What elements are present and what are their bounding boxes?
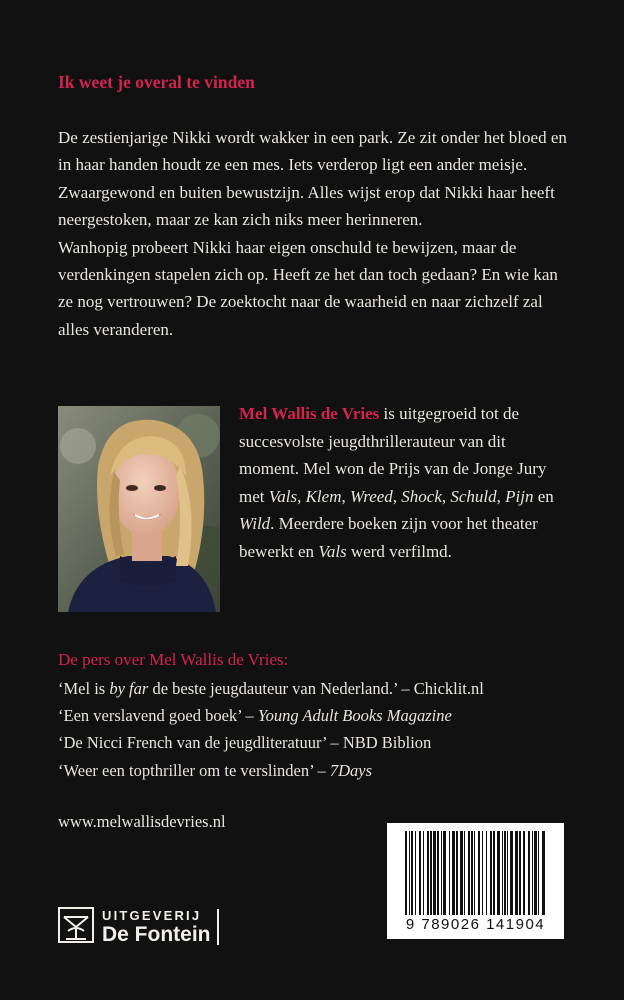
publisher-divider xyxy=(217,909,219,945)
author-bio xyxy=(239,400,569,566)
barcode-bar xyxy=(423,831,424,915)
blurb-paragraph-1: De zestienjarige Nikki wordt wakker in een park. Ze zit onder het bloed en in haar handen houdt ze een mes. Iets verderop ligt een ander meisje. Zwaargewond en buiten bewustzijn. Alles wijst erop dat Nikki haar heeft neergestoken, maar ze kan zich niks meer herinneren. xyxy=(58,128,567,230)
barcode-bar xyxy=(486,831,487,915)
quote-source: 7Days xyxy=(329,760,373,780)
press-quotes xyxy=(58,675,484,784)
barcode-bar xyxy=(507,831,508,915)
author-photo xyxy=(58,406,220,612)
barcode-bar xyxy=(532,831,533,915)
isbn-digits: 9 789026 141904 xyxy=(405,916,546,933)
quote-source: Young Adult Books Magazine xyxy=(257,706,452,726)
barcode-bar xyxy=(502,831,503,915)
fountain-logo-icon xyxy=(58,907,94,948)
bio-separator: , xyxy=(496,486,506,506)
bio-separator: , xyxy=(392,486,402,506)
barcode-bar xyxy=(474,831,475,915)
press-quote xyxy=(58,729,484,756)
barcode-bar xyxy=(538,831,539,915)
isbn-barcode xyxy=(387,823,564,939)
bio-text: . Meerdere boeken zijn voor het theater bewerkt en xyxy=(239,514,538,561)
bio-separator: , xyxy=(297,486,306,506)
barcode-bar xyxy=(460,831,463,915)
book-title: Pijn xyxy=(505,486,534,506)
press-quote xyxy=(58,757,484,784)
press-heading: De pers over Mel Wallis de Vries: xyxy=(58,650,289,669)
barcode-bar xyxy=(504,831,506,915)
book-title: Wreed xyxy=(349,486,393,506)
book-title: Vals xyxy=(268,486,298,506)
barcode-bar xyxy=(497,831,500,915)
press-quote xyxy=(58,702,484,729)
barcode-bar xyxy=(471,831,473,915)
barcode-bar xyxy=(523,831,525,915)
barcode-bar xyxy=(456,831,458,915)
quote-text: de beste jeugdauteur van Nederland.’ – Chicklit.nl xyxy=(148,679,484,698)
barcode-bar xyxy=(542,831,545,915)
barcode-bar xyxy=(534,831,537,915)
bio-separator: , xyxy=(441,486,451,506)
barcode-bar xyxy=(409,831,410,915)
barcode-bar xyxy=(449,831,450,915)
author-website[interactable]: www.melwallisdevries.nl xyxy=(58,812,226,831)
barcode-bar xyxy=(405,831,407,915)
barcode-bar xyxy=(478,831,480,915)
book-title: Shock xyxy=(401,486,442,506)
publisher-name: De Fontein xyxy=(102,923,211,946)
barcode-bar xyxy=(427,831,429,915)
publisher-line1: UITGEVERIJ xyxy=(102,908,202,923)
barcode-bar xyxy=(430,831,432,915)
barcode-bar xyxy=(490,831,492,915)
quote-text: ‘Mel is xyxy=(58,679,110,698)
barcode-bar xyxy=(452,831,455,915)
quote-text: ‘Een verslavend goed boek’ – xyxy=(58,706,258,726)
bio-text: werd verfilmd. xyxy=(346,541,452,561)
barcode-bar xyxy=(441,831,442,915)
bio-text: is uitgegroeid tot de succesvolste jeugdthrillerauteur van dit moment. Mel won de Prijs van de Jonge Jury met xyxy=(239,404,547,506)
barcode-bar xyxy=(528,831,530,915)
book-title: Schuld xyxy=(450,486,497,506)
author-name: Mel Wallis de Vries xyxy=(239,404,380,423)
press-quote xyxy=(58,675,484,702)
barcode-bar xyxy=(443,831,446,915)
barcode-bar xyxy=(510,831,513,915)
blurb xyxy=(58,124,568,343)
barcode-bar xyxy=(482,831,483,915)
quote-emphasis: by far xyxy=(109,679,149,698)
quote-text: ‘Weer een topthriller om te verslinden’ – xyxy=(58,760,330,780)
barcode-bar xyxy=(515,831,518,915)
bio-separator: en xyxy=(533,486,554,506)
barcode-bar xyxy=(419,831,421,915)
bio-separator: , xyxy=(341,486,350,506)
barcode-bar xyxy=(415,831,416,915)
barcode-bar xyxy=(464,831,465,915)
book-title: Wild xyxy=(239,514,271,534)
barcode-bar xyxy=(519,831,521,915)
book-tagline: Ik weet je overal te vinden xyxy=(58,72,255,92)
barcode-bar xyxy=(433,831,436,915)
quote-text: ‘De Nicci French van de jeugdliteratuur’ – NBD Biblion xyxy=(58,733,432,753)
barcode-bar xyxy=(493,831,495,915)
barcode-bar xyxy=(468,831,470,915)
publisher-logo xyxy=(58,906,248,948)
book-title: Klem xyxy=(305,486,342,506)
barcode-bar xyxy=(411,831,413,915)
barcode-bar xyxy=(437,831,439,915)
blurb-paragraph-2: Wanhopig probeert Nikki haar eigen onschuld te bewijzen, maar de verdenkingen stapelen zich op. Heeft ze het dan toch gedaan? En wie kan ze nog vertrouwen? De zoektocht naar de waarheid en naar zichzelf zal alles veranderen. xyxy=(58,237,558,339)
book-title: Vals xyxy=(318,541,347,561)
